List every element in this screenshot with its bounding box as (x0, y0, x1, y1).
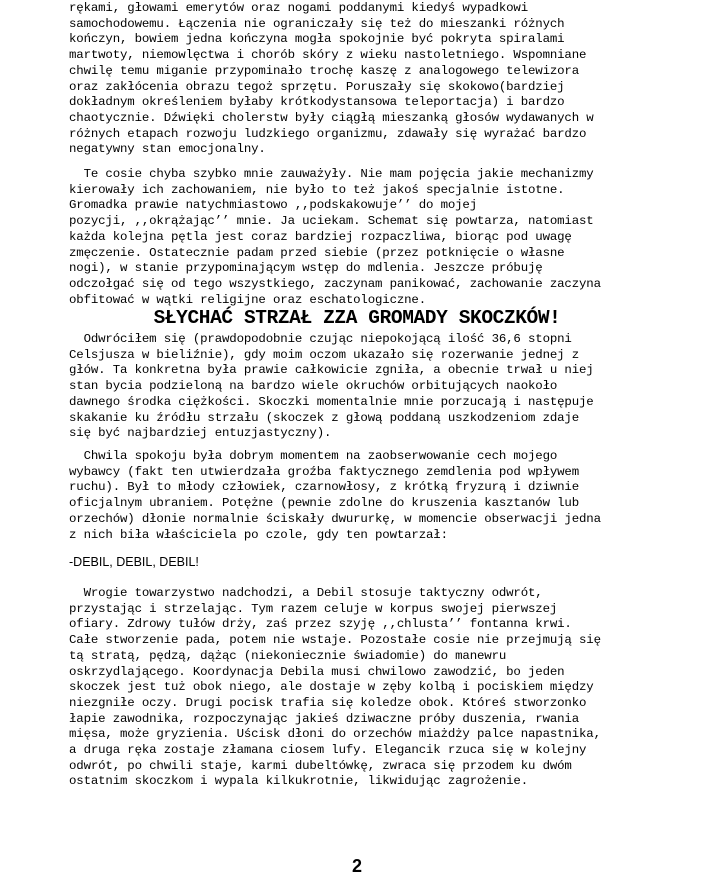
section-heading: SŁYCHAĆ STRZAŁ ZZA GROMADY SKOCZKÓW! (153, 307, 561, 329)
paragraph-1: rękami, głowami emerytów oraz nogami poddanymi kiedyś wypadkowi samochodowemu. Łączenia nie ograniczały się też do mieszanki różnych kończyn, bowiem jedna kończyna mogła spokojnie być pokryta spiralami martwoty, niemowlęctwa i chorób skóry z wieku nastoletniego. Wspomniane chwilę temu miganie przypominało trochę kaszę z analogowego telewizora oraz zakłócenia obrazu tegoż sprzętu. Poruszały się skokowo(bardziej dokładnym określeniem byłaby krótkodystansowa teleportacja) i bardzo chaotycznie. Dźwięki cholerstw były ciągłą mieszanką głosów wydawanych w różnych etapach rozwoju ludzkiego organizmu, zdawały się wyrażać bardzo negatywny stan emocjonalny. (69, 1, 594, 157)
paragraph-4: Chwila spokoju była dobrym momentem na zaobserwowanie cech mojego wybawcy (fakt ten utwierdzała groźba faktycznego zemdlenia pod wpływem ruchu). Był to młody człowiek, czarnowłosy, z krótką fryzurą i dziwnie oficjalnym ubraniem. Potężne (pewnie zdolne do kruszenia kasztanów lub orzechów) dłonie normalnie ściskały dwururkę, w momencie obserwacji jedna z nich biła właściciela po czole, gdy ten powtarzał: (69, 449, 601, 542)
paragraph-3: Odwróciłem się (prawdopodobnie czując niepokojącą ilość 36,6 stopni Celsjusza w bieliźnie), gdy moim oczom ukazało się rozerwanie jednej z głów. Ta konkretna była prawie całkowicie zgniła, a obecnie trwał u niej stan bycia podzieloną na bardzo wiele okruchów orbitujących naokoło dawnego środka ciężkości. Skoczki momentalnie mnie porzucają i następuje skakanie ku źródłu strzału (skoczek z głową poddaną uszkodzeniom zdaje się być najbardziej entuzjastyczny). (69, 332, 594, 441)
page-number: 2 (351, 856, 362, 876)
dialogue-line: -DEBIL, DEBIL, DEBIL! (69, 555, 199, 569)
paragraph-2: Te cosie chyba szybko mnie zauważyły. Nie mam pojęcia jakie mechanizmy kierowały ich zachowaniem, nie było to też jakoś specjalnie istotne. Gromadka prawie natychmiastowo ,,podskakowuje’’ do mojej pozycji, ,,okrążając’’ mnie. Ja uciekam. Schemat się powtarza, natomiast każda kolejna pętla jest coraz bardziej rozpaczliwa, biorąc pod uwagę zmęczenie. Ostatecznie padam przed siebie (przez potknięcie o własne nogi), w stanie przypominającym wstęp do mdlenia. Jeszcze próbuję odczołgać się od tego wszystkiego, zaczynam panikować, zachowanie zaczyna obfitować w wątki religijne oraz eschatologiczne. (69, 167, 601, 307)
paragraph-5: Wrogie towarzystwo nadchodzi, a Debil stosuje taktyczny odwrót, przystając i strzelając. Tym razem celuje w korpus swojej pierwszej ofiary. Zdrowy tułów drży, zaś przez szyję ,,chlusta’’ fontanna krwi. Całe stworzenie pada, potem nie wstaje. Pozostałe cosie nie przejmują się tą stratą, pędzą, dążąc (niekoniecznie świadomie) do manewru oskrzydlającego. Koordynacja Debila musi chwilowo zawodzić, bo jeden skoczek jest tuż obok niego, ale dostaje w zęby kolbą i pociskiem między niezgniłe oczy. Drugi pocisk trafia się koledze obok. Któreś stworzonko łapie zawodnika, rozpoczynając jakieś dziwaczne próby duszenia, rwania mięsa, może gryzienia. Uścisk dłoni do orzechów miażdży palce napastnika, a druga ręka zostaje złamana ciosem lufy. Elegancik rzuca się w kolejny odwrót, po chwili staje, karmi dubeltówkę, zwraca się przodem ku dwóm ostatnim skoczkom i wypala kilkukrotnie, likwidując zagrożenie. (69, 586, 601, 789)
